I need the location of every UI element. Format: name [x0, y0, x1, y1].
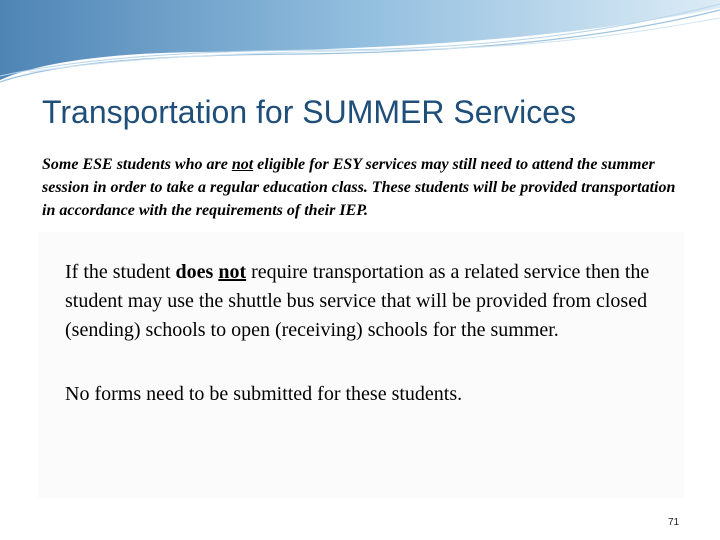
- slide-title: Transportation for SUMMER Services: [42, 94, 577, 130]
- intro-not-emphasis: not: [231, 156, 254, 173]
- intro-paragraph: [42, 153, 682, 222]
- page-number: 71: [668, 517, 680, 528]
- bullet-text-pre: If the student: [65, 261, 176, 283]
- bullet-text: No forms need to be submitted for these students.: [65, 383, 463, 405]
- header-wave-decoration: [0, 0, 720, 90]
- bullet-item-shuttle: [44, 258, 664, 345]
- bullet-does-emphasis: does: [175, 261, 214, 283]
- bullet-not-emphasis: not: [218, 261, 247, 283]
- bullet-item-no-forms: [44, 380, 664, 409]
- bullet-text-post: require transportation as a related service then the student may use the shuttle bus service that will be provided from closed (sending) schools to open (receiving) schools for the summer.: [65, 261, 650, 341]
- intro-text-part1: Some ESE students who are: [42, 156, 232, 173]
- bullet-list: [44, 258, 664, 409]
- intro-text-part2: eligible for ESY services may still need to attend the summer session in order to take a regular education class. These students will be provided transportation in accordance with the requirements of their IEP.: [42, 156, 676, 219]
